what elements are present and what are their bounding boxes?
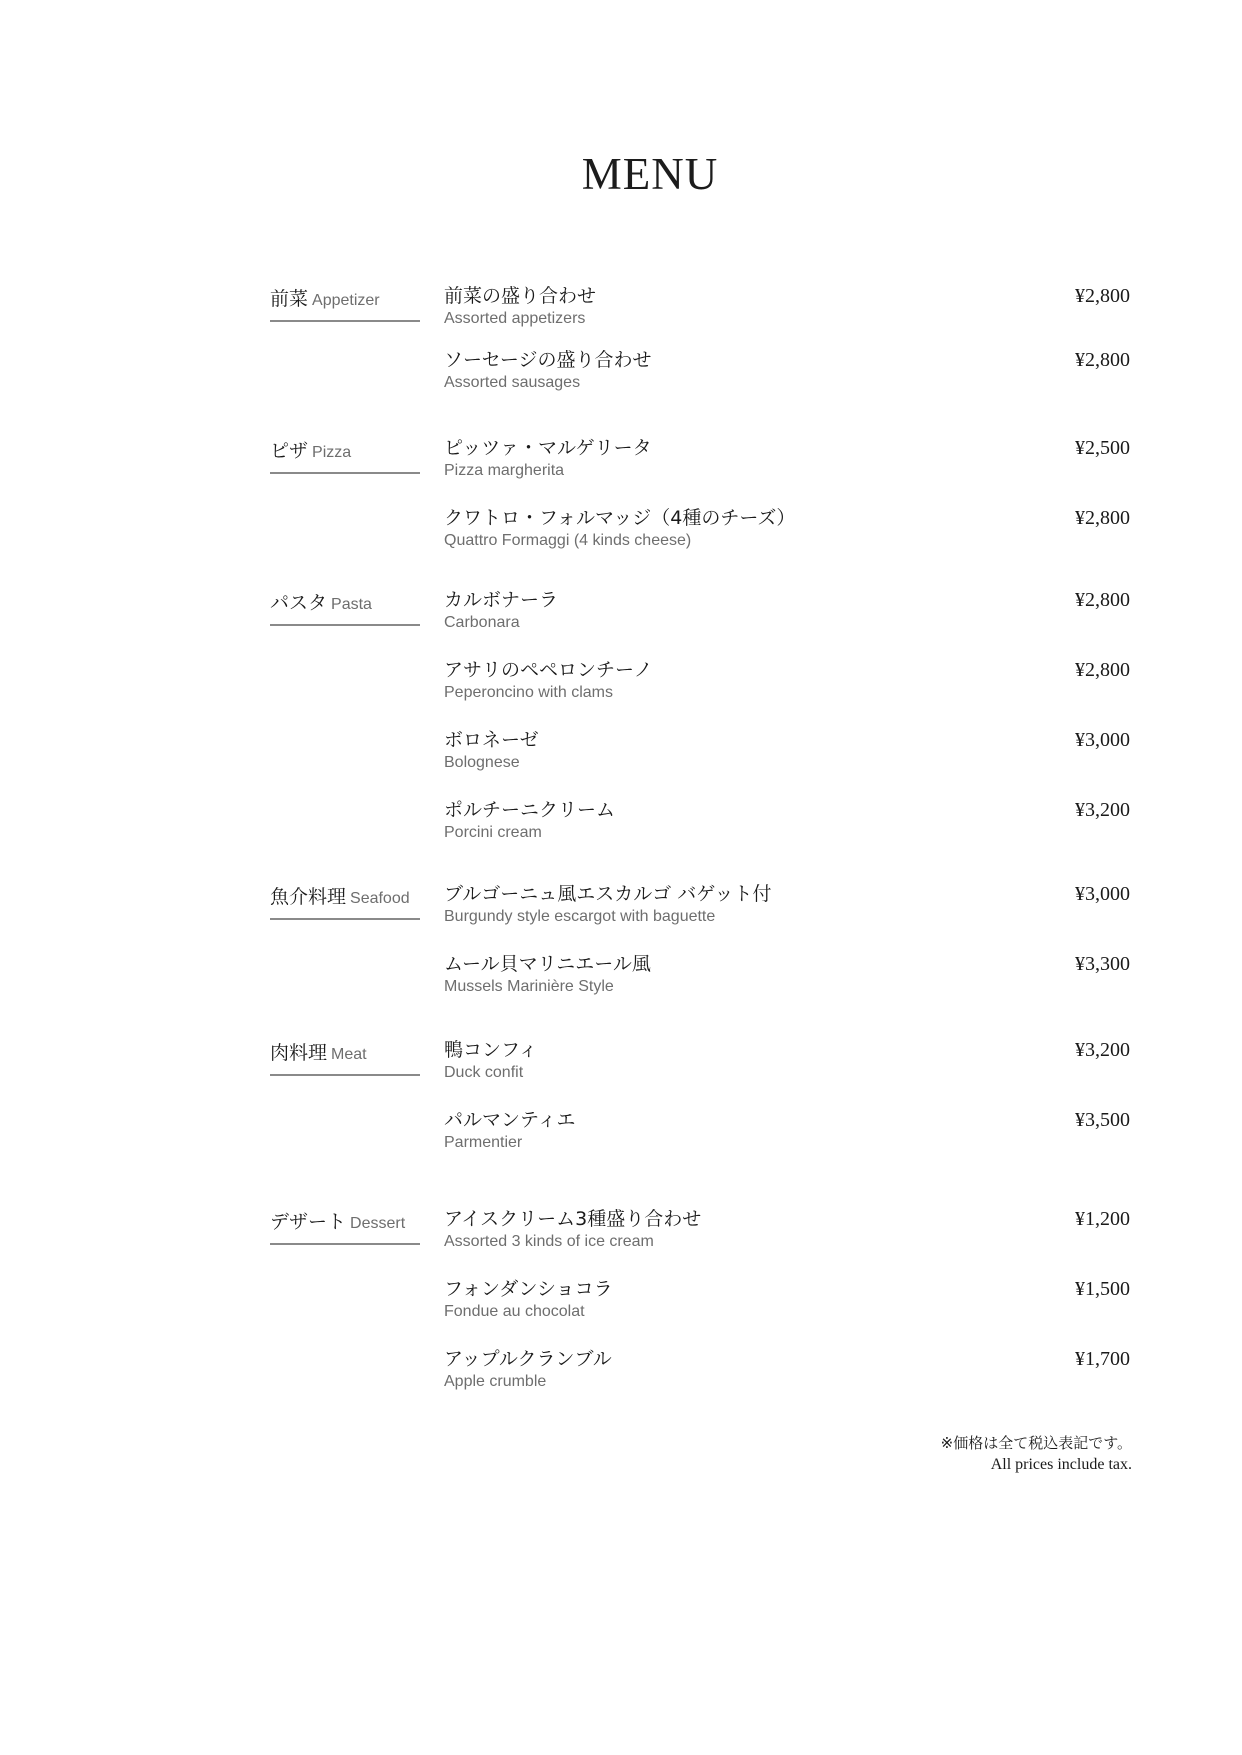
item-price: ¥3,300 — [1075, 953, 1130, 975]
item-name-en: Carbonara — [444, 614, 520, 631]
section-label-en: Meat — [331, 1046, 367, 1063]
item-name-en: Fondue au chocolat — [444, 1303, 585, 1320]
menu-item — [444, 1108, 1130, 1178]
menu-item — [444, 798, 1130, 868]
item-price: ¥1,500 — [1075, 1278, 1130, 1300]
item-list — [444, 882, 1130, 1022]
item-price: ¥2,800 — [1075, 589, 1130, 611]
item-name-ja: クワトロ・フォルマッジ（4種のチーズ） — [444, 507, 796, 529]
item-list — [444, 588, 1130, 868]
menu-item — [444, 1038, 1130, 1108]
item-list — [444, 284, 1130, 418]
menu-item — [444, 506, 1130, 576]
item-price: ¥3,000 — [1075, 729, 1130, 751]
menu-item — [444, 728, 1130, 798]
item-price: ¥3,200 — [1075, 1039, 1130, 1061]
menu-item — [444, 284, 1130, 348]
item-price: ¥2,800 — [1075, 659, 1130, 681]
item-price: ¥2,800 — [1075, 349, 1130, 371]
item-name-en: Bolognese — [444, 754, 520, 771]
item-name-en: Mussels Marinière Style — [444, 978, 614, 995]
item-price: ¥2,800 — [1075, 507, 1130, 529]
section-label-ja: デザート — [270, 1211, 347, 1233]
item-name-ja: 鴨コンフィ — [444, 1039, 538, 1061]
item-name-en: Assorted appetizers — [444, 310, 586, 327]
tax-note-ja: ※価格は全て税込表記です。 — [940, 1434, 1132, 1452]
section-label — [270, 284, 420, 322]
tax-note-en: All prices include tax. — [990, 1456, 1132, 1473]
section-label-ja: パスタ — [270, 592, 328, 614]
menu-item — [444, 1347, 1130, 1417]
item-name-ja: ピッツァ・マルゲリータ — [444, 437, 652, 459]
item-price: ¥2,500 — [1075, 437, 1130, 459]
item-price: ¥1,200 — [1075, 1208, 1130, 1230]
section-label-en: Pasta — [331, 596, 372, 613]
item-name-en: Porcini cream — [444, 824, 542, 841]
section-label — [270, 882, 420, 920]
section-label — [270, 1207, 420, 1245]
item-name-ja: ボロネーゼ — [444, 729, 539, 751]
section-label-ja: ピザ — [270, 440, 309, 462]
item-name-ja: パルマンティエ — [444, 1109, 576, 1131]
menu-item — [444, 952, 1130, 1022]
item-price: ¥3,200 — [1075, 799, 1130, 821]
page-title: MENU — [581, 149, 719, 199]
item-name-ja: ポルチーニクリーム — [444, 799, 616, 821]
section-label-ja: 肉料理 — [270, 1042, 328, 1064]
item-name-en: Burgundy style escargot with baguette — [444, 908, 716, 925]
item-name-ja: 前菜の盛り合わせ — [444, 285, 597, 307]
item-name-en: Assorted sausages — [444, 374, 581, 391]
item-name-en: Assorted 3 kinds of ice cream — [444, 1233, 654, 1250]
item-list — [444, 1207, 1130, 1417]
item-name-ja: アサリのペペロンチーノ — [444, 659, 653, 681]
item-name-ja: アイスクリーム3種盛り合わせ — [444, 1208, 702, 1230]
menu-item — [444, 348, 1130, 418]
section-label — [270, 1038, 420, 1076]
section-label-en: Pizza — [312, 444, 352, 461]
item-name-en: Quattro Formaggi (4 kinds cheese) — [444, 532, 692, 549]
item-price: ¥3,000 — [1075, 883, 1130, 905]
item-name-en: Pizza margherita — [444, 462, 565, 479]
item-name-en: Peperoncino with clams — [444, 684, 613, 701]
menu-item — [444, 1277, 1130, 1347]
menu-item — [444, 436, 1130, 506]
item-name-ja: アップルクランブル — [444, 1348, 612, 1370]
menu-item — [444, 882, 1130, 952]
item-name-ja: ブルゴーニュ風エスカルゴ バゲット付 — [444, 883, 772, 905]
section-label-ja: 魚介料理 — [270, 886, 347, 908]
section-label-en: Appetizer — [312, 292, 380, 309]
item-name-ja: ムール貝マリニエール風 — [444, 953, 651, 975]
item-name-ja: フォンダンショコラ — [444, 1278, 613, 1300]
item-price: ¥3,500 — [1075, 1109, 1130, 1131]
menu-item — [444, 1207, 1130, 1277]
section-label — [270, 588, 420, 626]
item-price: ¥1,700 — [1075, 1348, 1130, 1370]
menu-item — [444, 658, 1130, 728]
section-label — [270, 436, 420, 474]
item-name-en: Parmentier — [444, 1134, 523, 1151]
section-label-ja: 前菜 — [270, 288, 309, 310]
tax-footnote — [941, 1432, 1132, 1476]
section-label-en: Dessert — [350, 1215, 406, 1232]
item-name-ja: ソーセージの盛り合わせ — [444, 349, 652, 371]
item-price: ¥2,800 — [1075, 285, 1130, 307]
item-name-en: Apple crumble — [444, 1373, 547, 1390]
item-name-en: Duck confit — [444, 1064, 524, 1081]
item-list — [444, 436, 1130, 576]
menu-item — [444, 588, 1130, 658]
item-list — [444, 1038, 1130, 1178]
section-label-en: Seafood — [350, 890, 410, 907]
item-name-ja: カルボナーラ — [444, 589, 559, 611]
